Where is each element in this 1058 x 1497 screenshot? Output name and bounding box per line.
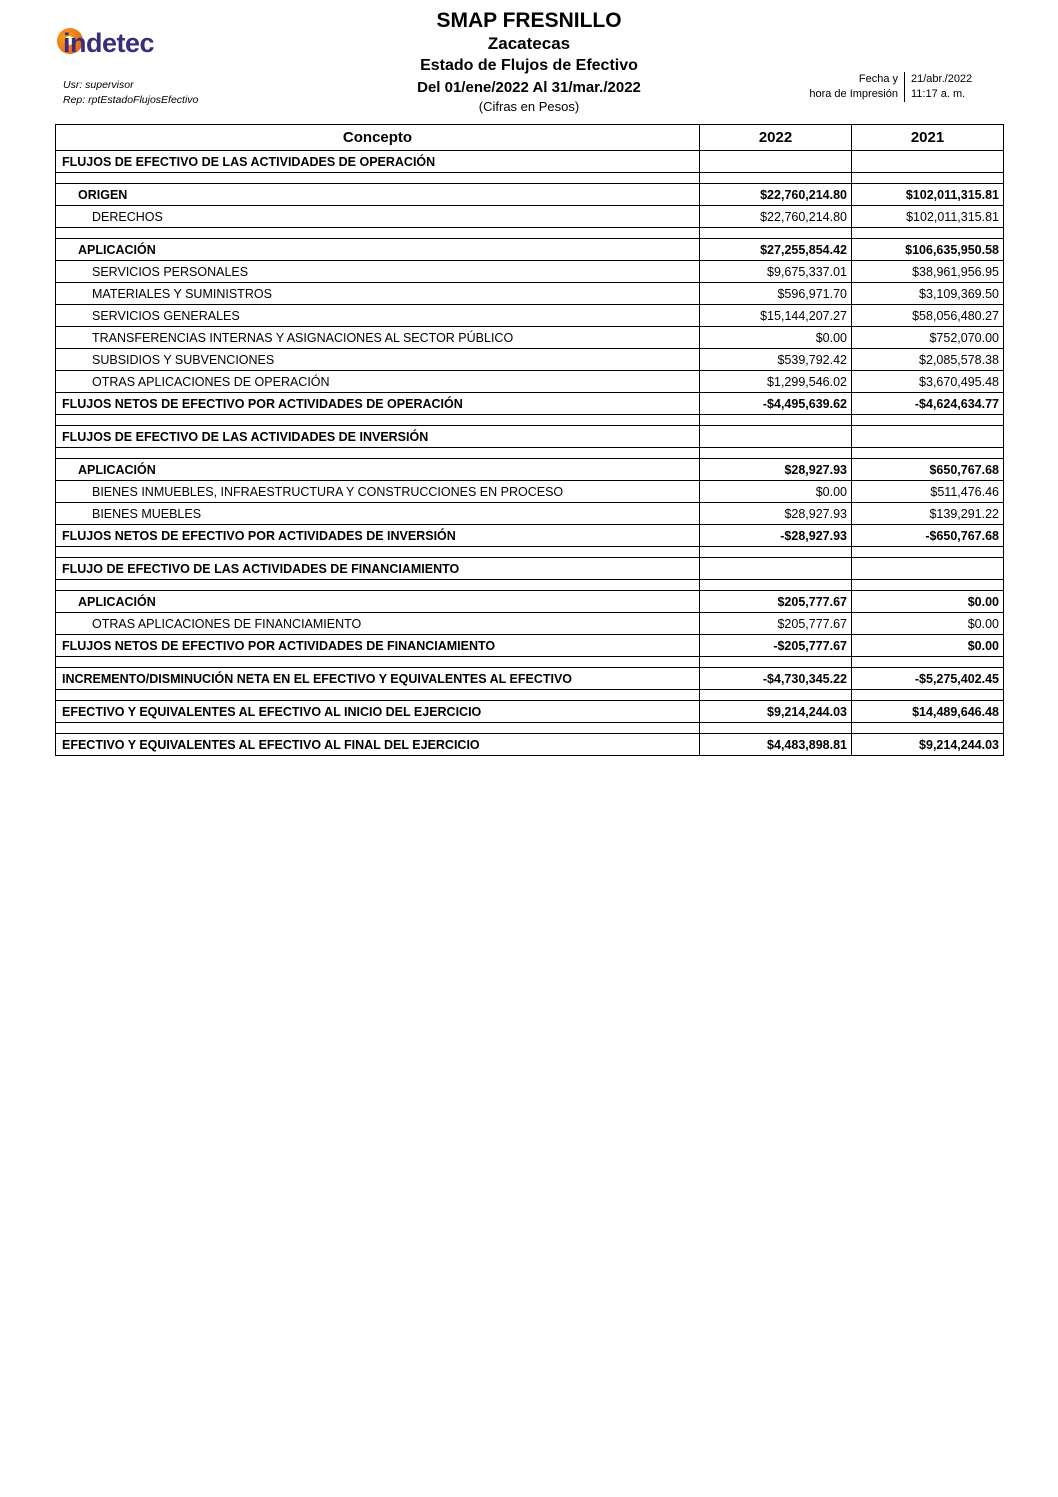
cell-amount-2022 [700, 657, 852, 668]
cell-amount-2021 [852, 448, 1004, 459]
cell-concept: FLUJOS NETOS DE EFECTIVO POR ACTIVIDADES DE OPERACIÓN [56, 393, 700, 415]
cell-amount-2022: $0.00 [700, 481, 852, 503]
cell-amount-2022: $9,675,337.01 [700, 261, 852, 283]
cell-concept [56, 228, 700, 239]
cell-amount-2022: -$28,927.93 [700, 525, 852, 547]
state-subtitle: Zacatecas [487, 34, 571, 53]
cell-amount-2021 [852, 228, 1004, 239]
table-row [56, 426, 1004, 448]
cell-amount-2022: $27,255,854.42 [700, 239, 852, 261]
cell-amount-2021 [852, 580, 1004, 591]
cell-amount-2022: $596,971.70 [700, 283, 852, 305]
cell-amount-2021: $511,476.46 [852, 481, 1004, 503]
cell-amount-2021 [852, 690, 1004, 701]
cell-amount-2022: -$4,495,639.62 [700, 393, 852, 415]
cell-amount-2021: $0.00 [852, 613, 1004, 635]
cell-concept: MATERIALES Y SUMINISTROS [56, 283, 700, 305]
table-row [56, 701, 1004, 723]
report-id-label: Rep: rptEstadoFlujosEfectivo [63, 94, 199, 106]
cash-flow-table [55, 124, 1004, 756]
cell-amount-2022 [700, 228, 852, 239]
cell-concept: SUBSIDIOS Y SUBVENCIONES [56, 349, 700, 371]
cell-concept: BIENES INMUEBLES, INFRAESTRUCTURA Y CONSTRUCCIONES EN PROCESO [56, 481, 700, 503]
cell-amount-2021: -$4,624,634.77 [852, 393, 1004, 415]
table-row [56, 305, 1004, 327]
cell-amount-2021 [852, 426, 1004, 448]
cell-amount-2021 [852, 415, 1004, 426]
table-row [56, 503, 1004, 525]
cell-amount-2021: $752,070.00 [852, 327, 1004, 349]
cell-concept: APLICACIÓN [56, 591, 700, 613]
cell-amount-2021: $106,635,950.58 [852, 239, 1004, 261]
table-row [56, 327, 1004, 349]
table-row [56, 481, 1004, 503]
cell-amount-2021: $0.00 [852, 591, 1004, 613]
cell-amount-2021 [852, 151, 1004, 173]
cell-amount-2022: $28,927.93 [700, 503, 852, 525]
table-spacer-row [56, 415, 1004, 426]
cell-amount-2022: $205,777.67 [700, 613, 852, 635]
table-body [56, 151, 1004, 756]
cell-amount-2021: $14,489,646.48 [852, 701, 1004, 723]
cell-amount-2022: $0.00 [700, 327, 852, 349]
table-spacer-row [56, 228, 1004, 239]
cell-amount-2022: $205,777.67 [700, 591, 852, 613]
cell-amount-2022 [700, 690, 852, 701]
table-row [56, 558, 1004, 580]
cell-concept: FLUJOS NETOS DE EFECTIVO POR ACTIVIDADES DE FINANCIAMIENTO [56, 635, 700, 657]
user-label: Usr: supervisor [63, 79, 134, 91]
cell-amount-2021: $2,085,578.38 [852, 349, 1004, 371]
cell-amount-2021: -$650,767.68 [852, 525, 1004, 547]
cell-amount-2022: $1,299,546.02 [700, 371, 852, 393]
table-spacer-row [56, 448, 1004, 459]
table-row [56, 239, 1004, 261]
cell-concept: APLICACIÓN [56, 459, 700, 481]
cell-concept [56, 580, 700, 591]
cell-amount-2022 [700, 558, 852, 580]
table-spacer-row [56, 690, 1004, 701]
table-row [56, 613, 1004, 635]
user-info [63, 78, 198, 108]
logo-wordmark: indetec [63, 28, 155, 58]
cell-concept [56, 657, 700, 668]
table-row [56, 206, 1004, 228]
cell-concept: EFECTIVO Y EQUIVALENTES AL EFECTIVO AL INICIO DEL EJERCICIO [56, 701, 700, 723]
cell-concept: SERVICIOS GENERALES [56, 305, 700, 327]
column-header-2021: 2021 [852, 125, 1004, 151]
table-header-row [56, 125, 1004, 151]
cell-amount-2021: $3,109,369.50 [852, 283, 1004, 305]
cell-amount-2021: $650,767.68 [852, 459, 1004, 481]
table-spacer-row [56, 657, 1004, 668]
column-header-2022: 2022 [700, 125, 852, 151]
cell-amount-2021 [852, 547, 1004, 558]
print-datetime [793, 72, 1003, 102]
cell-amount-2022: $9,214,244.03 [700, 701, 852, 723]
cell-amount-2022: $4,483,898.81 [700, 734, 852, 756]
cell-concept: APLICACIÓN [56, 239, 700, 261]
indetec-logo [55, 22, 205, 64]
table-row [56, 261, 1004, 283]
time-label: hora de Impresión [809, 88, 898, 100]
table-row [56, 668, 1004, 690]
cell-amount-2022: $15,144,207.27 [700, 305, 852, 327]
cell-amount-2022: $22,760,214.80 [700, 206, 852, 228]
cell-amount-2022 [700, 580, 852, 591]
report-period: Del 01/ene/2022 Al 31/mar./2022 [417, 79, 641, 96]
cell-amount-2021 [852, 723, 1004, 734]
cell-amount-2021: $3,670,495.48 [852, 371, 1004, 393]
date-value: 21/abr./2022 [904, 72, 1003, 87]
cell-concept [56, 723, 700, 734]
table-row [56, 635, 1004, 657]
table-spacer-row [56, 580, 1004, 591]
cell-concept: FLUJOS DE EFECTIVO DE LAS ACTIVIDADES DE OPERACIÓN [56, 151, 700, 173]
cell-concept [56, 448, 700, 459]
cell-concept: TRANSFERENCIAS INTERNAS Y ASIGNACIONES AL SECTOR PÚBLICO [56, 327, 700, 349]
cell-amount-2022 [700, 173, 852, 184]
cell-amount-2022 [700, 547, 852, 558]
cell-amount-2022: -$4,730,345.22 [700, 668, 852, 690]
cell-amount-2021 [852, 657, 1004, 668]
cell-concept [56, 547, 700, 558]
cell-concept: FLUJOS DE EFECTIVO DE LAS ACTIVIDADES DE INVERSIÓN [56, 426, 700, 448]
cell-amount-2022 [700, 151, 852, 173]
cell-amount-2021: $0.00 [852, 635, 1004, 657]
cell-concept: INCREMENTO/DISMINUCIÓN NETA EN EL EFECTIVO Y EQUIVALENTES AL EFECTIVO [56, 668, 700, 690]
date-label: Fecha y [858, 73, 898, 85]
cell-concept [56, 690, 700, 701]
table-row [56, 734, 1004, 756]
cell-amount-2021: $102,011,315.81 [852, 184, 1004, 206]
table-spacer-row [56, 547, 1004, 558]
table-row [56, 151, 1004, 173]
organization-title: SMAP FRESNILLO [436, 9, 622, 32]
table-row [56, 459, 1004, 481]
report-title: Estado de Flujos de Efectivo [420, 57, 638, 74]
cell-amount-2021: $139,291.22 [852, 503, 1004, 525]
table-row [56, 283, 1004, 305]
cell-amount-2021: $9,214,244.03 [852, 734, 1004, 756]
table-row [56, 371, 1004, 393]
cell-concept: FLUJO DE EFECTIVO DE LAS ACTIVIDADES DE FINANCIAMIENTO [56, 558, 700, 580]
report-header [55, 0, 1003, 120]
cell-amount-2022: $22,760,214.80 [700, 184, 852, 206]
cell-amount-2021 [852, 173, 1004, 184]
cell-concept: FLUJOS NETOS DE EFECTIVO POR ACTIVIDADES DE INVERSIÓN [56, 525, 700, 547]
table-row [56, 349, 1004, 371]
cell-concept: EFECTIVO Y EQUIVALENTES AL EFECTIVO AL FINAL DEL EJERCICIO [56, 734, 700, 756]
table-row [56, 591, 1004, 613]
cell-amount-2021 [852, 558, 1004, 580]
cell-amount-2022 [700, 415, 852, 426]
cell-amount-2021: $58,056,480.27 [852, 305, 1004, 327]
column-header-concepto: Concepto [56, 125, 700, 151]
cell-concept: BIENES MUEBLES [56, 503, 700, 525]
cell-amount-2021: $102,011,315.81 [852, 206, 1004, 228]
table-spacer-row [56, 173, 1004, 184]
cell-concept: SERVICIOS PERSONALES [56, 261, 700, 283]
cell-concept: OTRAS APLICACIONES DE OPERACIÓN [56, 371, 700, 393]
cell-amount-2022: $539,792.42 [700, 349, 852, 371]
table-spacer-row [56, 723, 1004, 734]
table-row [56, 184, 1004, 206]
cell-concept: DERECHOS [56, 206, 700, 228]
cell-amount-2021: $38,961,956.95 [852, 261, 1004, 283]
table-row [56, 393, 1004, 415]
report-units: (Cifras en Pesos) [478, 99, 580, 114]
cell-amount-2021: -$5,275,402.45 [852, 668, 1004, 690]
cell-amount-2022: -$205,777.67 [700, 635, 852, 657]
cell-amount-2022 [700, 426, 852, 448]
time-value: 11:17 a. m. [904, 87, 1003, 102]
table-row [56, 525, 1004, 547]
cell-amount-2022 [700, 723, 852, 734]
cell-amount-2022 [700, 448, 852, 459]
cell-concept: OTRAS APLICACIONES DE FINANCIAMIENTO [56, 613, 700, 635]
cell-amount-2022: $28,927.93 [700, 459, 852, 481]
cell-concept: ORIGEN [56, 184, 700, 206]
cell-concept [56, 415, 700, 426]
cell-concept [56, 173, 700, 184]
